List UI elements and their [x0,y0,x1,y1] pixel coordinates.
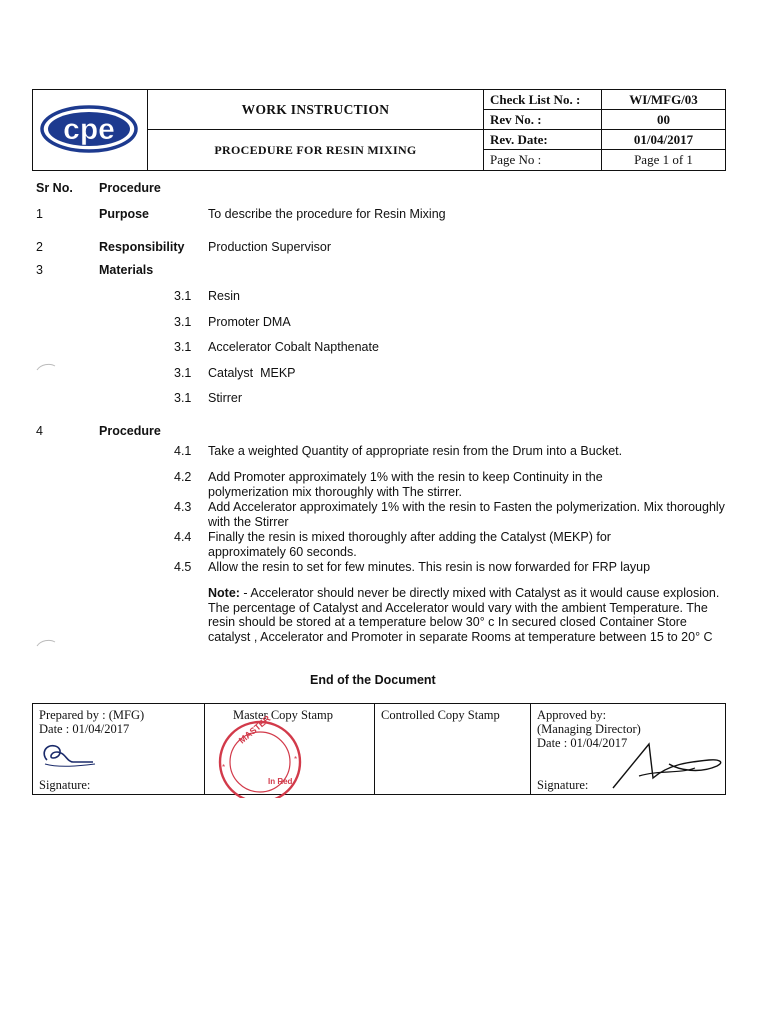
meta-value: 01/04/2017 [633,132,694,147]
master-copy-stamp-icon [202,708,308,798]
step-text: Allow the resin to set for few minutes. This resin is now forwarded for FRP layup [208,560,651,574]
step-number: 4.1 [174,444,192,458]
material-item: Catalyst MEKP [208,366,296,380]
material-item: Promoter DMA [208,315,291,329]
svg-text:*: * [294,755,298,764]
logo-cell [33,90,148,170]
meta-label: Check List No. : [484,90,602,110]
section-title-purpose: Purpose [99,207,150,221]
material-number: 3.1 [174,289,192,303]
note-paragraph [208,586,726,644]
section-title-materials: Materials [99,263,154,277]
approved-signature-label: Signature: [537,778,589,792]
meta-row-rev-date [484,130,725,150]
punch-mark-icon [36,638,56,648]
approved-date: Date : 01/04/2017 [537,736,628,750]
document-title: WORK INSTRUCTION [148,90,483,130]
svg-text:*: * [222,763,226,772]
material-number: 3.1 [174,391,192,405]
material-number: 3.1 [174,340,192,354]
meta-value: 00 [657,112,670,127]
procedure-heading: Procedure [99,181,161,195]
master-copy-stamp-label: Master Copy Stamp [233,708,333,722]
prepared-cell [33,704,205,794]
purpose-text: To describe the procedure for Resin Mixing [208,207,446,221]
prepared-signature-icon [39,740,99,770]
document-header [32,89,726,171]
svg-text:In Red: In Red [268,777,293,786]
material-item: Resin [208,289,240,303]
meta-table [484,90,725,170]
material-number: 3.1 [174,315,192,329]
section-number: 2 [36,240,43,254]
meta-row-checklist [484,90,725,110]
meta-row-rev [484,110,725,130]
logo-text: cpe [63,113,115,146]
signature-label: Signature: [39,778,91,792]
step-number: 4.5 [174,560,192,574]
step-text: Finally the resin is mixed thoroughly after adding the Catalyst (MEKP) for approximately 60 seconds. [208,530,611,559]
prepared-by: Prepared by : (MFG) [39,708,145,722]
step-text: Take a weighted Quantity of appropriate resin from the Drum into a Bucket. [208,444,623,458]
responsibility-text: Production Supervisor [208,240,331,254]
meta-value: Page 1 of 1 [634,152,693,167]
meta-label: Rev. Date: [484,130,602,150]
section-number: 4 [36,424,43,438]
title-cell [148,90,484,170]
svg-text:MASTER: MASTER [236,713,273,746]
step-number: 4.4 [174,530,192,544]
controlled-copy-stamp-label: Controlled Copy Stamp [381,708,500,722]
document-subtitle: PROCEDURE FOR RESIN MIXING [214,142,417,157]
company-logo [33,90,146,168]
step-text: Add Promoter approximately 1% with the resin to keep Continuity in the polymerization mix thoroughly with The stirrer. [208,470,603,499]
meta-value: WI/MFG/03 [629,92,698,107]
approved-signature-icon [609,734,729,794]
section-number: 3 [36,263,43,277]
section-title-procedure: Procedure [99,424,161,438]
approved-role: (Managing Director) [537,722,641,736]
note-label: Note: [208,586,240,600]
note-text: - Accelerator should never be directly mixed with Catalyst as it would cause explosion. The percentage of Catalyst and Accelerator would vary with the ambient Temperature. The resin should be stored at a temperature below 30° c In secured closed Container Store catalyst , Accelerator and Promoter in separate Rooms at temperature between 15 to 20° C [208,586,720,644]
material-item: Stirrer [208,391,243,405]
meta-row-page [484,150,725,170]
approved-cell [531,704,725,794]
meta-label: Rev No. : [484,110,602,130]
material-number: 3.1 [174,366,192,380]
sr-no-heading: Sr No. [36,181,73,195]
step-text: Add Accelerator approximately 1% with the resin to Fasten the polymerization. Mix thoroughly with the Stirrer [208,500,725,529]
step-number: 4.3 [174,500,192,514]
meta-label: Page No : [484,150,602,170]
step-number: 4.2 [174,470,192,484]
section-number: 1 [36,207,43,221]
punch-mark-icon [36,362,56,372]
approved-by: Approved by: [537,708,607,722]
prepared-date: Date : 01/04/2017 [39,722,130,736]
end-of-document: End of the Document [310,673,436,687]
controlled-copy-cell [375,704,531,794]
material-item: Accelerator Cobalt Napthenate [208,340,379,354]
approval-table [32,703,726,795]
section-title-responsibility: Responsibility [99,240,185,254]
